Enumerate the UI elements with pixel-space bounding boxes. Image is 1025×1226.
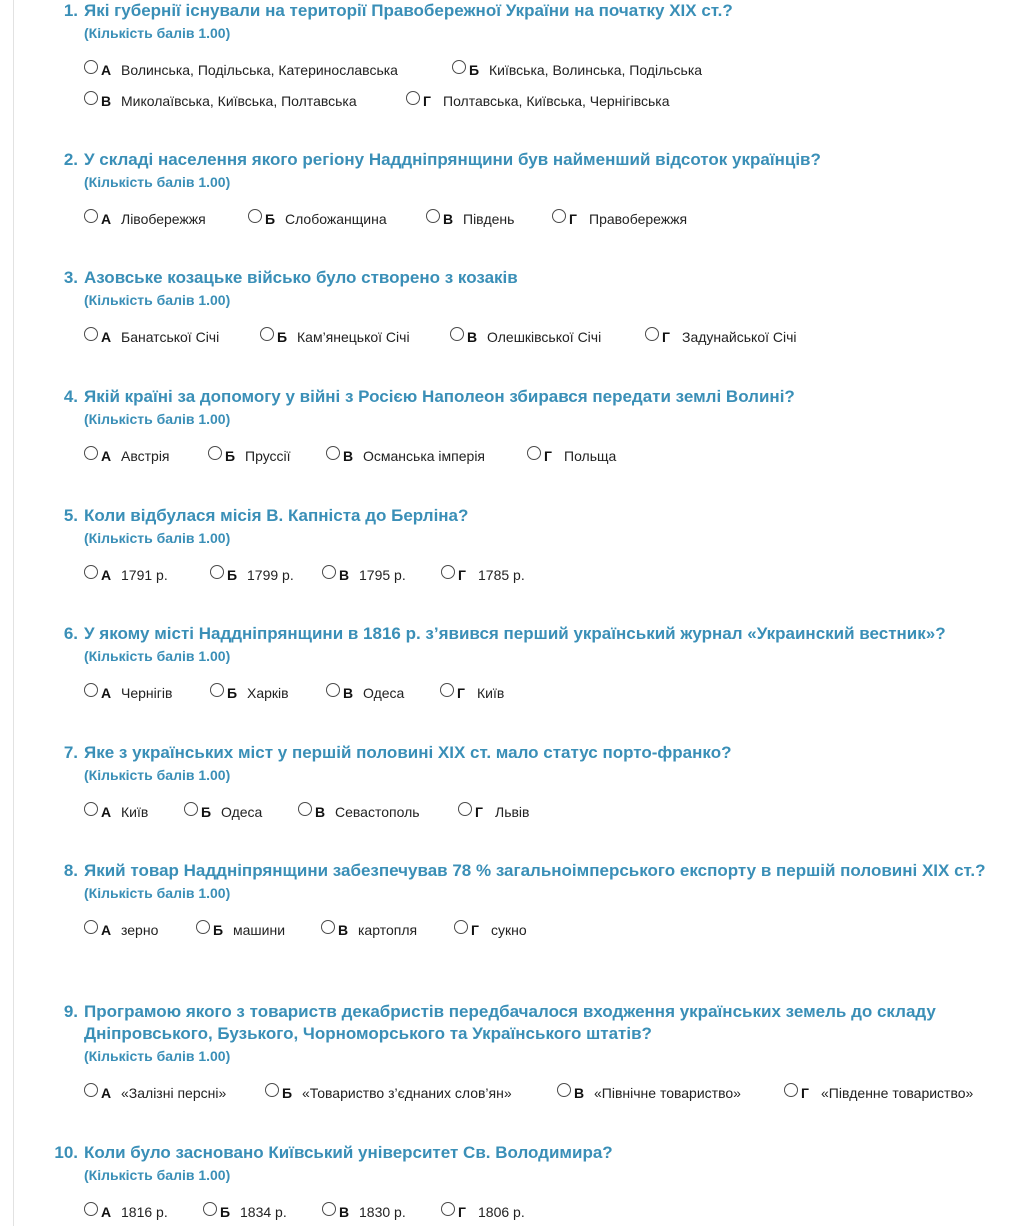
radio-button[interactable] [84,327,98,341]
option-letter: А [101,1085,112,1101]
option-text: Волинська, Подільська, Катеринославська [121,62,398,78]
points-label: (Кількість балів 1.00) [84,1167,231,1183]
option-text: 1806 р. [478,1204,525,1220]
radio-button[interactable] [196,920,210,934]
question-header [0,623,1025,645]
option-text: 1791 р. [121,567,168,583]
option-text: Пруссії [245,448,291,464]
answer-option[interactable] [440,683,504,703]
points-label: (Кількість балів 1.00) [84,25,231,41]
option-text: Задунайської Січі [682,329,797,345]
option-text: машини [233,922,286,938]
option-letter: Г [471,922,479,938]
points-label: (Кількість балів 1.00) [84,1048,231,1064]
radio-button[interactable] [450,327,464,341]
option-text: Одеса [221,804,263,820]
radio-button[interactable] [557,1083,571,1097]
radio-button[interactable] [454,920,468,934]
option-text: Кам’янецької Січі [297,329,410,345]
option-letter: Г [458,1204,466,1220]
option-letter: Б [213,922,224,938]
question-10 [0,1142,1025,1222]
question-text: У якому місті Наддніпрянщини в 1816 р. з’явився перший український журнал «Украинский вестник»? [84,624,946,643]
option-letter: В [574,1085,585,1101]
answer-option[interactable] [84,327,219,347]
option-text: Правобережжя [589,211,688,227]
question-text: У складі населення якого регіону Наддніпрянщини був найменший відсоток українців? [84,150,821,169]
question-header [0,505,1025,527]
question-number: 9. [63,1002,78,1021]
answer-option[interactable] [458,802,529,822]
option-letter: В [339,1204,350,1220]
radio-button[interactable] [84,1083,98,1097]
options-row [84,1083,1025,1103]
question-text: Азовське козацьке військо було створено з козаків [84,268,518,287]
radio-button[interactable] [441,565,455,579]
question-text: Який товар Наддніпрянщини забезпечував 78 % загальноімперського експорту в першій половині XIX ст.? [84,861,986,880]
option-text: Олешківської Січі [487,329,602,345]
answer-option[interactable] [84,1083,226,1103]
answer-option[interactable] [265,1083,512,1103]
option-letter: В [315,804,326,820]
option-letter: В [101,93,112,109]
option-text: 1795 р. [359,567,406,583]
answer-option[interactable] [248,209,387,229]
question-number: 2. [63,150,78,169]
points-label: (Кількість балів 1.00) [84,767,231,783]
question-text: Яке з українських міст у першій половині XIX ст. мало статус порто-франко? [84,743,732,762]
option-letter: Б [220,1204,231,1220]
options-row [84,91,1025,111]
option-letter: В [339,567,350,583]
radio-button[interactable] [260,327,274,341]
radio-button[interactable] [426,209,440,223]
question-number: 7. [63,743,78,762]
question-text: Якій країні за допомогу у війні з Росією Наполеон збирався передати землі Волині? [84,387,795,406]
points-label: (Кількість балів 1.00) [84,411,231,427]
options-row [84,683,1025,703]
question-number: 4. [63,387,78,406]
option-letter: А [101,685,112,701]
radio-button[interactable] [645,327,659,341]
radio-button[interactable] [298,802,312,816]
option-letter: А [101,329,112,345]
question-number: 8. [63,861,78,880]
option-letter: Б [201,804,212,820]
option-letter: Г [423,93,431,109]
answer-option[interactable] [196,920,285,940]
option-letter: Г [458,567,466,583]
question-number: 1. [63,1,78,20]
answer-option[interactable] [406,91,670,111]
answer-option[interactable] [84,565,168,585]
option-letter: А [101,567,112,583]
answer-option[interactable] [210,683,289,703]
option-text: Чернігів [121,685,173,701]
radio-button[interactable] [784,1083,798,1097]
option-letter: Г [662,329,670,345]
question-header [0,386,1025,408]
question-8 [0,860,1025,940]
radio-button[interactable] [84,920,98,934]
radio-button[interactable] [527,446,541,460]
radio-button[interactable] [210,565,224,579]
answer-option[interactable] [184,802,262,822]
option-letter: В [443,211,454,227]
answer-option[interactable] [784,1083,973,1103]
option-text: 1816 р. [121,1204,168,1220]
answer-option[interactable] [426,209,514,229]
radio-button[interactable] [84,209,98,223]
option-text: сукно [491,922,527,938]
options-row [84,446,1025,466]
options-row [84,920,1025,940]
answer-option[interactable] [452,60,702,80]
option-letter: Б [265,211,276,227]
option-text: картопля [358,922,418,938]
answer-option[interactable] [210,565,294,585]
option-letter: В [343,685,354,701]
option-text: Київська, Волинська, Подільська [489,62,703,78]
option-letter: А [101,804,112,820]
option-text: 1834 р. [240,1204,287,1220]
answer-option[interactable] [84,683,172,703]
option-letter: А [101,448,112,464]
answer-option[interactable] [84,920,158,940]
answer-option[interactable] [454,920,527,940]
radio-button[interactable] [452,60,466,74]
option-letter: А [101,1204,112,1220]
option-letter: Г [475,804,483,820]
answer-option[interactable] [84,91,357,111]
radio-button[interactable] [208,446,222,460]
radio-button[interactable] [184,802,198,816]
option-letter: Г [801,1085,809,1101]
answer-option[interactable] [322,565,406,585]
radio-button[interactable] [326,446,340,460]
option-text: Південь [463,211,515,227]
radio-button[interactable] [406,91,420,105]
answer-option[interactable] [84,60,398,80]
question-text: Коли відбулася місія В. Капніста до Берліна? [84,506,469,525]
question-header [0,267,1025,289]
option-text: Банатської Січі [121,329,220,345]
option-text: Миколаївська, Київська, Полтавська [121,93,357,109]
question-header [0,0,1025,22]
option-text: 1785 р. [478,567,525,583]
answer-option[interactable] [527,446,616,466]
option-text: «Північне товариство» [594,1085,741,1101]
question-header [0,1001,1025,1045]
radio-button[interactable] [458,802,472,816]
options-row [84,1202,1025,1222]
radio-button[interactable] [84,446,98,460]
answer-option[interactable] [84,1202,168,1222]
answer-option[interactable] [326,446,485,466]
options-row [84,209,1025,229]
answer-option[interactable] [260,327,410,347]
option-text: Полтавська, Київська, Чернігівська [443,93,670,109]
option-letter: А [101,62,112,78]
option-letter: Г [457,685,465,701]
answer-option[interactable] [450,327,601,347]
question-2 [0,149,1025,229]
option-letter: В [343,448,354,464]
answer-option[interactable] [84,802,148,822]
points-label: (Кількість балів 1.00) [84,530,231,546]
question-number: 5. [63,506,78,525]
radio-button[interactable] [322,1202,336,1216]
points-label: (Кількість балів 1.00) [84,648,231,664]
answer-option[interactable] [84,209,206,229]
option-text: Севастополь [335,804,420,820]
answer-option[interactable] [441,565,525,585]
points-label: (Кількість балів 1.00) [84,885,231,901]
question-header [0,149,1025,171]
option-text: Слобожанщина [285,211,387,227]
question-number: 6. [63,624,78,643]
radio-button[interactable] [203,1202,217,1216]
question-7 [0,742,1025,822]
question-6 [0,623,1025,703]
option-letter: А [101,211,112,227]
option-letter: Б [282,1085,293,1101]
radio-button[interactable] [552,209,566,223]
option-text: Київ [121,804,149,820]
question-5 [0,505,1025,585]
radio-button[interactable] [84,683,98,697]
question-4 [0,386,1025,466]
option-letter: Б [227,567,238,583]
points-label: (Кількість балів 1.00) [84,174,231,190]
answer-option[interactable] [645,327,797,347]
radio-button[interactable] [441,1202,455,1216]
question-number: 10. [54,1143,78,1162]
question-header [0,742,1025,764]
answer-option[interactable] [203,1202,287,1222]
answer-option[interactable] [441,1202,525,1222]
option-text: 1830 р. [359,1204,406,1220]
option-text: «Південне товариство» [821,1085,974,1101]
radio-button[interactable] [326,683,340,697]
option-text: Польща [564,448,617,464]
option-text: «Товариство з’єднаних слов’ян» [302,1085,512,1101]
question-header [0,1142,1025,1164]
option-letter: Б [227,685,238,701]
option-text: зерно [121,922,159,938]
radio-button[interactable] [84,802,98,816]
option-text: Османська імперія [363,448,486,464]
answer-option[interactable] [322,1202,406,1222]
option-text: «Залізні персні» [121,1085,227,1101]
answer-option[interactable] [208,446,291,466]
option-letter: А [101,922,112,938]
option-letter: Б [225,448,236,464]
points-label: (Кількість балів 1.00) [84,292,231,308]
radio-button[interactable] [248,209,262,223]
option-letter: Б [469,62,480,78]
answer-option[interactable] [326,683,404,703]
option-letter: Г [544,448,552,464]
answer-option[interactable] [298,802,420,822]
option-letter: В [467,329,478,345]
options-row [84,327,1025,347]
radio-button[interactable] [322,565,336,579]
radio-button[interactable] [265,1083,279,1097]
option-letter: Г [569,211,577,227]
option-text: 1799 р. [247,567,294,583]
question-9 [0,1001,1025,1103]
option-letter: В [338,922,349,938]
option-letter: Б [277,329,288,345]
radio-button[interactable] [210,683,224,697]
answer-option[interactable] [552,209,687,229]
question-header [0,860,1025,882]
option-text: Одеса [363,685,405,701]
option-text: Київ [477,685,505,701]
radio-button[interactable] [84,565,98,579]
option-text: Львів [495,804,530,820]
question-number: 3. [63,268,78,287]
question-text: Коли було засновано Київський університет Св. Володимира? [84,1143,613,1162]
radio-button[interactable] [84,91,98,105]
options-row [84,60,1025,80]
option-text: Лівобережжя [121,211,206,227]
options-row [84,565,1025,585]
question-1 [0,0,1025,111]
options-row [84,802,1025,822]
question-3 [0,267,1025,347]
radio-button[interactable] [321,920,335,934]
radio-button[interactable] [440,683,454,697]
question-text: Програмою якого з товариств декабристів передбачалося входження українських земель до складу Дніпровського, Бузького, Чорноморського та Українського штатів? [84,1002,936,1043]
radio-button[interactable] [84,1202,98,1216]
answer-option[interactable] [84,446,170,466]
radio-button[interactable] [84,60,98,74]
answer-option[interactable] [557,1083,741,1103]
option-text: Харків [247,685,289,701]
answer-option[interactable] [321,920,417,940]
question-text: Які губернії існували на території Правобережної України на початку XIX ст.? [84,1,733,20]
option-text: Австрія [121,448,170,464]
